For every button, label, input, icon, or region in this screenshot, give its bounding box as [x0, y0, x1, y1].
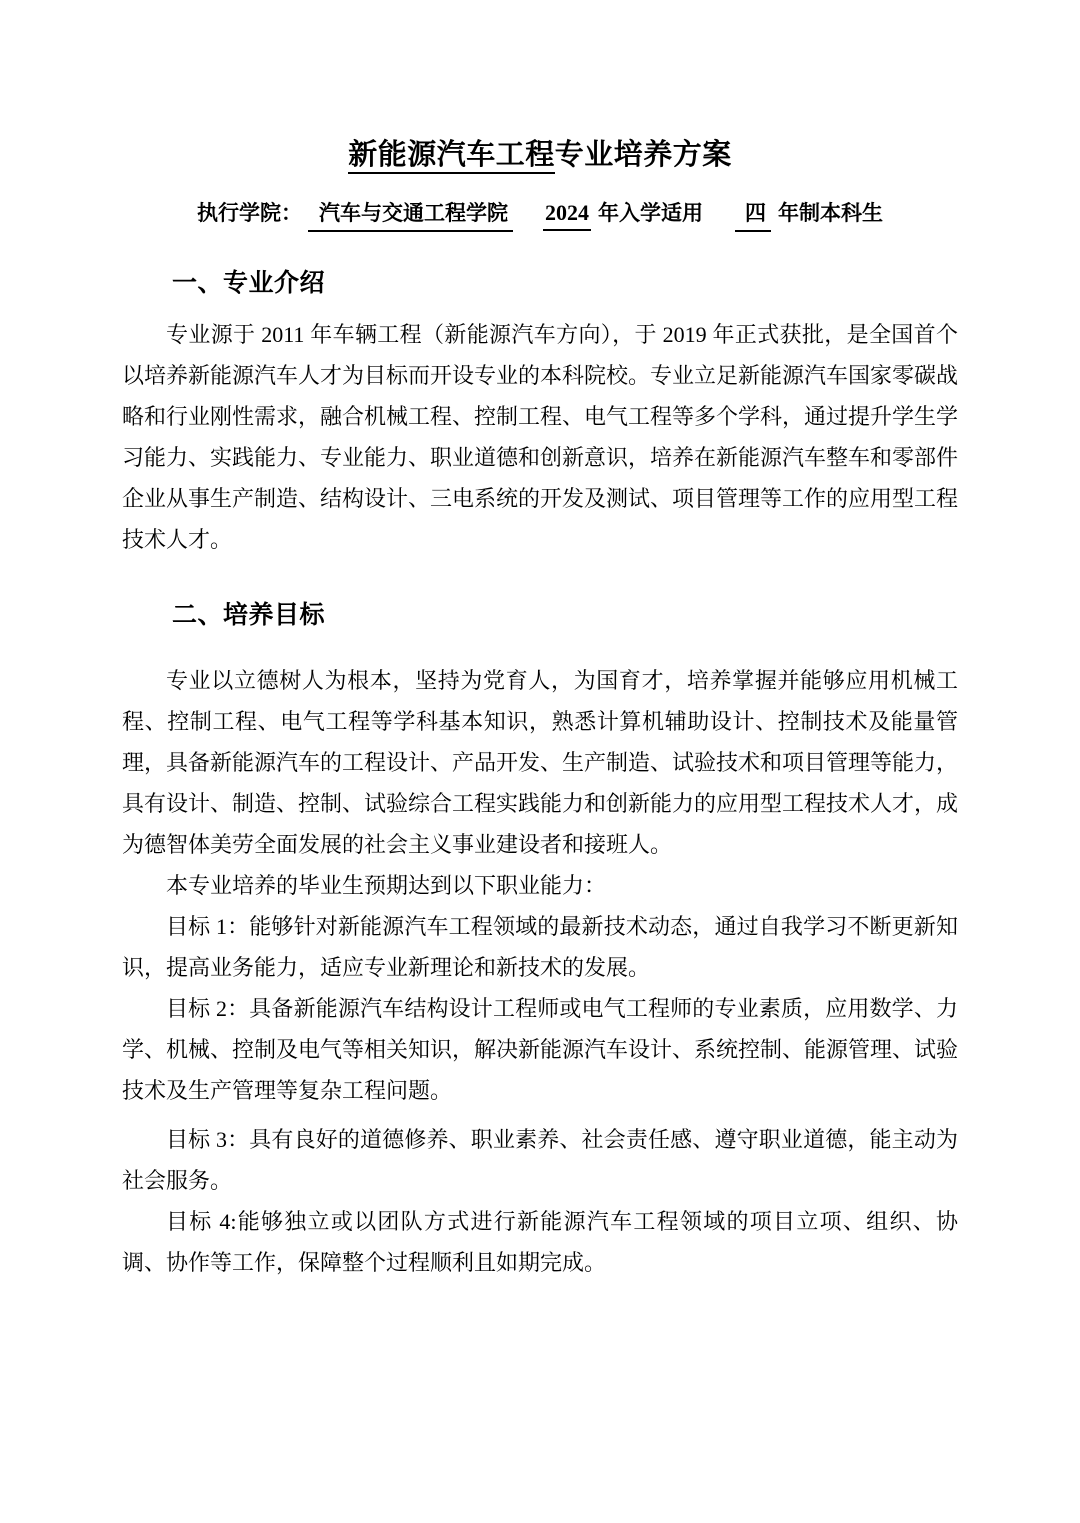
section-heading-training-objectives: 二、培养目标	[172, 601, 326, 629]
section-heading-major-introduction: 一、专业介绍	[172, 269, 326, 297]
enrollment-year-suffix: 年入学适用	[598, 202, 703, 225]
title-rest-text: 专业培养方案	[554, 139, 732, 171]
enrollment-year-value: 2024	[543, 198, 591, 231]
document-title	[122, 138, 958, 173]
program-duration-suffix: 年制本科生	[778, 202, 883, 225]
title-underlined-text: 新能源汽车工程	[348, 139, 555, 174]
document-subtitle	[122, 198, 958, 232]
executing-college-value: 汽车与交通工程学院	[308, 199, 513, 232]
objective-1-paragraph: 目标 1：能够针对新能源汽车工程领域的最新技术动态，通过自我学习不断更新知识，提高业务能力，适应专业新理论和新技术的发展。	[122, 914, 958, 980]
executing-college-label: 执行学院：	[197, 202, 302, 225]
program-duration-value: 四	[735, 199, 771, 232]
objective-4-paragraph: 目标 4:能够独立或以团队方式进行新能源汽车工程领域的项目立项、组织、协调、协作等工作，保障整个过程顺利且如期完成。	[122, 1209, 958, 1275]
objective-2-paragraph: 目标 2：具备新能源汽车结构设计工程师或电气工程师的专业素质，应用数学、力学、机械、控制及电气等相关知识，解决新能源汽车设计、系统控制、能源管理、试验技术及生产管理等复杂工程问题。	[122, 996, 959, 1103]
training-objectives-overview-paragraph: 专业以立德树人为根本，坚持为党育人，为国育才，培养掌握并能够应用机械工程、控制工程、电气工程等学科基本知识，熟悉计算机辅助设计、控制技术及能量管理，具备新能源汽车的工程设计、产品开发、生产制造、试验技术和项目管理等能力，具有设计、制造、控制、试验综合工程实践能力和创新能力的应用型工程技术人才，成为德智体美劳全面发展的社会主义事业建设者和接班人。	[122, 668, 959, 857]
graduate-abilities-intro-line: 本专业培养的毕业生预期达到以下职业能力：	[166, 873, 607, 898]
objective-3-paragraph: 目标 3：具有良好的道德修养、职业素养、社会责任感、遵守职业道德，能主动为社会服务。	[122, 1127, 958, 1193]
major-introduction-paragraph: 专业源于 2011 年车辆工程（新能源汽车方向），于 2019 年正式获批，是全国首个以培养新能源汽车人才为目标而开设专业的本科院校。专业立足新能源汽车国家零碳战略和行业刚性需求，融合机械工程、控制工程、电气工程等多个学科，通过提升学生学习能力、实践能力、专业能力、职业道德和创新意识，培养在新能源汽车整车和零部件企业从事生产制造、结构设计、三电系统的开发及测试、项目管理等工作的应用型工程技术人才。	[122, 322, 959, 552]
